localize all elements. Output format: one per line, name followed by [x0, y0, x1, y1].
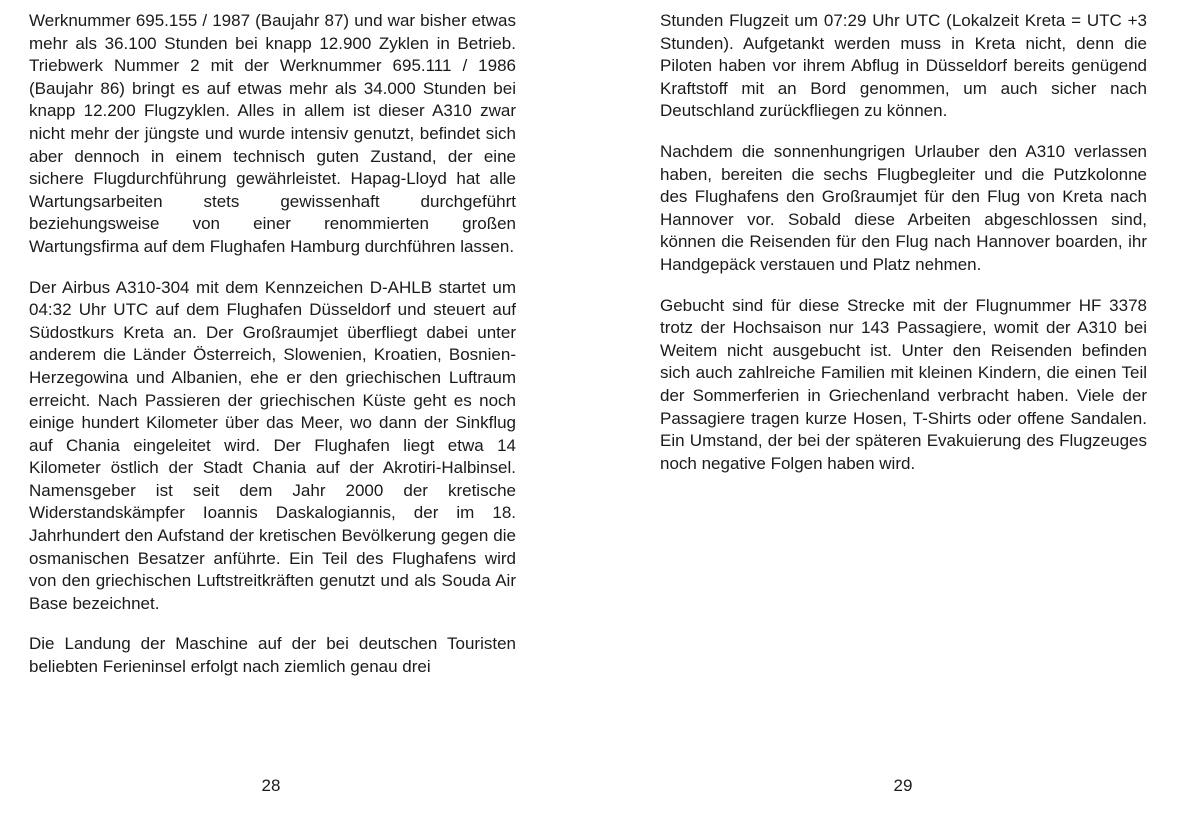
paragraph: Werknummer 695.155 / 1987 (Baujahr 87) und war bisher etwas mehr als 36.100 Stunden bei knapp 12.900 Zyklen in Betrieb. Triebwerk Nummer 2 mit der Werknummer 695.111 / 1986 (Baujahr 86) bringt es auf etwas mehr als 34.000 Stunden bei knapp 12.200 Flugzyklen. Alles in allem ist dieser A310 zwar nicht mehr der jüngste und wurde intensiv genutzt, befindet sich aber dennoch in einem technisch guten Zustand, der eine sichere Flugdurchführung gewährleistet. Hapag-Lloyd hat alle Wartungsarbeiten stets gewissenhaft durchgeführt beziehungsweise von einer renommierten großen Wartungsfirma auf dem Flughafen Hamburg durchführen lassen.	[29, 11, 516, 256]
paragraph: Der Airbus A310-304 mit dem Kennzeichen D-AHLB startet um 04:32 Uhr UTC auf dem Flughafen Düsseldorf und steuert auf Südostkurs Kreta an. Der Großraumjet überfliegt dabei unter anderem die Länder Österreich, Slowenien, Kroatien, Bosnien-Herzegowina und Albanien, ehe er den griechischen Luftraum erreicht. Nach Passieren der griechischen Küste geht es noch einige hundert Kilometer über das Meer, wo dann der Sinkflug auf Chania eingeleitet wird. Der Flughafen liegt etwa 14 Kilometer östlich der Stadt Chania auf der Akrotiri-Halbinsel. Namensgeber ist seit dem Jahr 2000 der kretische Widerstandskämpfer Ioannis Daskalogiannis, der im 18. Jahrhundert den Aufstand der kretischen Bevölkerung gegen die osmanischen Besatzer anführte. Ein Teil des Flughafens wird von den griechischen Luftstreitkräften genutzt und als Souda Air Base bezeichnet.	[29, 277, 516, 613]
paragraph: Die Landung der Maschine auf der bei deutschen Touristen beliebten Ferieninsel erfolgt nach ziemlich genau drei	[29, 634, 516, 677]
page-number: 29	[893, 776, 913, 795]
paragraph: Gebucht sind für diese Strecke mit der Flugnummer HF 3378 trotz der Hochsaison nur 143 Passagiere, womit der A310 bei Weitem nicht ausgebucht ist. Unter den Reisenden befinden sich auch zahlreiche Familien mit kleinen Kindern, die einen Teil der Sommerferien in Griechenland verbracht haben. Viele der Passagiere tragen kurze Hosen, T-Shirts oder offene Sandalen. Ein Umstand, der bei der späteren Evakuierung des Flugzeuges noch negative Folgen haben wird.	[660, 295, 1147, 473]
left-text-column	[29, 10, 516, 697]
right-page	[600, 0, 1200, 832]
paragraph: Nachdem die sonnenhungrigen Urlauber den A310 verlassen haben, bereiten die sechs Flugbegleiter und die Putzkolonne des Flughafens den Großraumjet für den Flug von Kreta nach Hannover vor. Sobald diese Arbeiten abgeschlossen sind, können die Reisenden für den Flug nach Hannover boarden, ihr Handgepäck verstauen und Platz nehmen.	[660, 141, 1147, 274]
paragraph: Stunden Flugzeit um 07:29 Uhr UTC (Lokalzeit Kreta = UTC +3 Stunden). Aufgetankt werden muss in Kreta nicht, denn die Piloten haben vor ihrem Abflug in Düsseldorf bereits genügend Kraftstoff mit an Bord genommen, um auch sicher nach Deutschland zurückfliegen zu können.	[660, 11, 1147, 121]
page-number: 28	[261, 776, 281, 795]
right-text-column	[660, 10, 1147, 493]
